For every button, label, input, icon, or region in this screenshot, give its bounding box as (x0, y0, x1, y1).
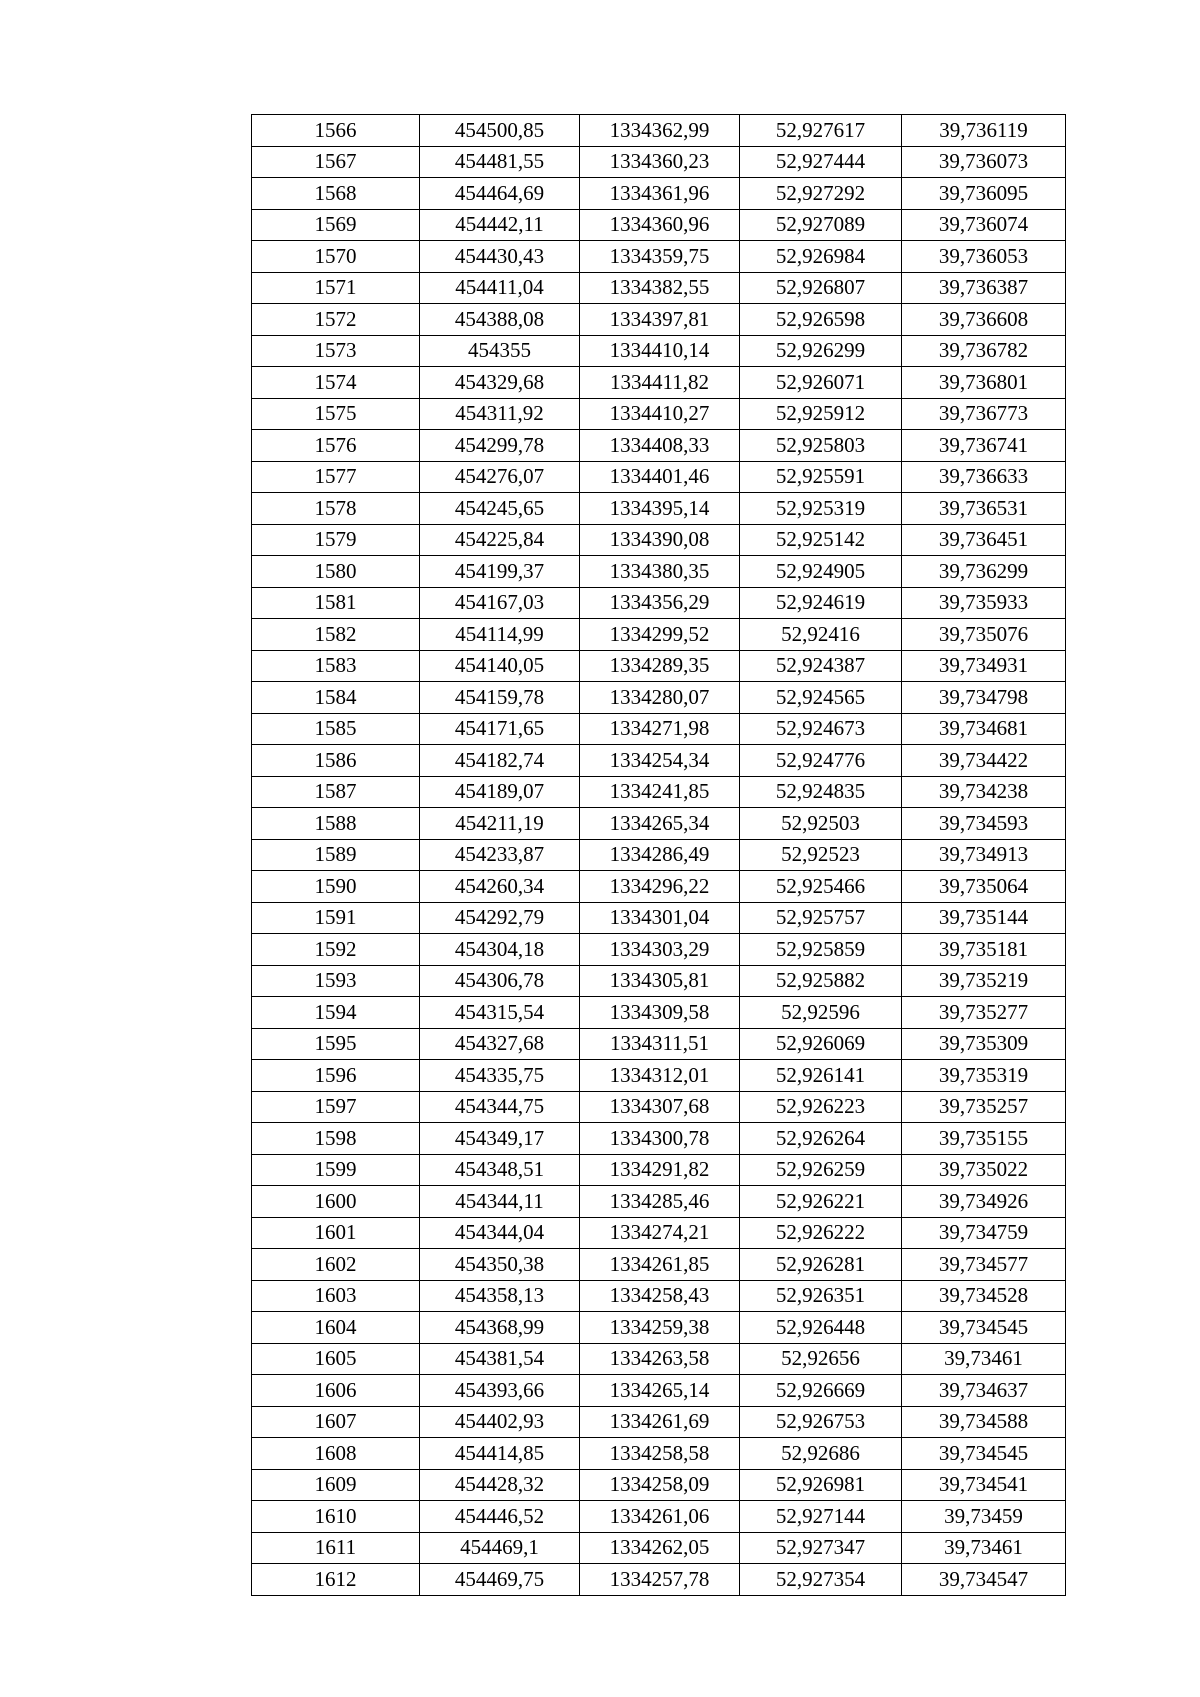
latitude-cell: 52,926598 (740, 304, 902, 336)
point-number-cell: 1587 (252, 776, 420, 808)
x-coordinate-cell: 454344,11 (420, 1186, 580, 1218)
longitude-cell: 39,736119 (902, 115, 1066, 147)
point-number-cell: 1573 (252, 335, 420, 367)
table-row (252, 1091, 1066, 1123)
table-row (252, 493, 1066, 525)
longitude-cell: 39,734238 (902, 776, 1066, 808)
point-number-cell: 1574 (252, 367, 420, 399)
table-row (252, 241, 1066, 273)
point-number-cell: 1598 (252, 1123, 420, 1155)
x-coordinate-cell: 454348,51 (420, 1154, 580, 1186)
table-row (252, 1123, 1066, 1155)
longitude-cell: 39,734528 (902, 1280, 1066, 1312)
longitude-cell: 39,734681 (902, 713, 1066, 745)
latitude-cell: 52,926984 (740, 241, 902, 273)
x-coordinate-cell: 454393,66 (420, 1375, 580, 1407)
table-row (252, 1312, 1066, 1344)
y-coordinate-cell: 1334263,58 (580, 1343, 740, 1375)
x-coordinate-cell: 454428,32 (420, 1469, 580, 1501)
longitude-cell: 39,73461 (902, 1343, 1066, 1375)
point-number-cell: 1594 (252, 997, 420, 1029)
latitude-cell: 52,927354 (740, 1564, 902, 1596)
table-row (252, 1028, 1066, 1060)
table-row (252, 1060, 1066, 1092)
point-number-cell: 1579 (252, 524, 420, 556)
point-number-cell: 1585 (252, 713, 420, 745)
longitude-cell: 39,734541 (902, 1469, 1066, 1501)
y-coordinate-cell: 1334258,58 (580, 1438, 740, 1470)
latitude-cell: 52,926351 (740, 1280, 902, 1312)
longitude-cell: 39,734913 (902, 839, 1066, 871)
table-row (252, 997, 1066, 1029)
longitude-cell: 39,736608 (902, 304, 1066, 336)
longitude-cell: 39,734577 (902, 1249, 1066, 1281)
x-coordinate-cell: 454442,11 (420, 209, 580, 241)
longitude-cell: 39,736773 (902, 398, 1066, 430)
longitude-cell: 39,734588 (902, 1406, 1066, 1438)
longitude-cell: 39,736531 (902, 493, 1066, 525)
point-number-cell: 1572 (252, 304, 420, 336)
latitude-cell: 52,925591 (740, 461, 902, 493)
table-row (252, 1280, 1066, 1312)
longitude-cell: 39,735181 (902, 934, 1066, 966)
longitude-cell: 39,736095 (902, 178, 1066, 210)
x-coordinate-cell: 454481,55 (420, 146, 580, 178)
y-coordinate-cell: 1334312,01 (580, 1060, 740, 1092)
longitude-cell: 39,735155 (902, 1123, 1066, 1155)
table-row (252, 1564, 1066, 1596)
y-coordinate-cell: 1334307,68 (580, 1091, 740, 1123)
longitude-cell: 39,736073 (902, 146, 1066, 178)
y-coordinate-cell: 1334359,75 (580, 241, 740, 273)
latitude-cell: 52,92686 (740, 1438, 902, 1470)
latitude-cell: 52,926222 (740, 1217, 902, 1249)
longitude-cell: 39,735144 (902, 902, 1066, 934)
latitude-cell: 52,927347 (740, 1532, 902, 1564)
x-coordinate-cell: 454315,54 (420, 997, 580, 1029)
table-row (252, 272, 1066, 304)
table-row (252, 1375, 1066, 1407)
table-row (252, 1501, 1066, 1533)
longitude-cell: 39,735022 (902, 1154, 1066, 1186)
table-row (252, 524, 1066, 556)
y-coordinate-cell: 1334401,46 (580, 461, 740, 493)
latitude-cell: 52,926753 (740, 1406, 902, 1438)
coordinates-table (251, 114, 1066, 1596)
latitude-cell: 52,926221 (740, 1186, 902, 1218)
y-coordinate-cell: 1334390,08 (580, 524, 740, 556)
x-coordinate-cell: 454344,04 (420, 1217, 580, 1249)
table-row (252, 367, 1066, 399)
x-coordinate-cell: 454260,34 (420, 871, 580, 903)
point-number-cell: 1589 (252, 839, 420, 871)
latitude-cell: 52,924905 (740, 556, 902, 588)
point-number-cell: 1603 (252, 1280, 420, 1312)
x-coordinate-cell: 454304,18 (420, 934, 580, 966)
latitude-cell: 52,925912 (740, 398, 902, 430)
y-coordinate-cell: 1334303,29 (580, 934, 740, 966)
longitude-cell: 39,736741 (902, 430, 1066, 462)
x-coordinate-cell: 454381,54 (420, 1343, 580, 1375)
y-coordinate-cell: 1334410,14 (580, 335, 740, 367)
x-coordinate-cell: 454171,65 (420, 713, 580, 745)
point-number-cell: 1604 (252, 1312, 420, 1344)
point-number-cell: 1592 (252, 934, 420, 966)
point-number-cell: 1586 (252, 745, 420, 777)
x-coordinate-cell: 454299,78 (420, 430, 580, 462)
y-coordinate-cell: 1334258,09 (580, 1469, 740, 1501)
longitude-cell: 39,735219 (902, 965, 1066, 997)
latitude-cell: 52,926071 (740, 367, 902, 399)
longitude-cell: 39,736782 (902, 335, 1066, 367)
x-coordinate-cell: 454500,85 (420, 115, 580, 147)
longitude-cell: 39,734798 (902, 682, 1066, 714)
y-coordinate-cell: 1334301,04 (580, 902, 740, 934)
longitude-cell: 39,735319 (902, 1060, 1066, 1092)
x-coordinate-cell: 454469,1 (420, 1532, 580, 1564)
point-number-cell: 1601 (252, 1217, 420, 1249)
latitude-cell: 52,927144 (740, 1501, 902, 1533)
latitude-cell: 52,92656 (740, 1343, 902, 1375)
point-number-cell: 1602 (252, 1249, 420, 1281)
longitude-cell: 39,736074 (902, 209, 1066, 241)
table-row (252, 209, 1066, 241)
table-row (252, 1406, 1066, 1438)
table-row (252, 650, 1066, 682)
x-coordinate-cell: 454349,17 (420, 1123, 580, 1155)
x-coordinate-cell: 454446,52 (420, 1501, 580, 1533)
x-coordinate-cell: 454414,85 (420, 1438, 580, 1470)
x-coordinate-cell: 454355 (420, 335, 580, 367)
y-coordinate-cell: 1334261,85 (580, 1249, 740, 1281)
latitude-cell: 52,924776 (740, 745, 902, 777)
x-coordinate-cell: 454114,99 (420, 619, 580, 651)
table-row (252, 776, 1066, 808)
x-coordinate-cell: 454388,08 (420, 304, 580, 336)
point-number-cell: 1567 (252, 146, 420, 178)
point-number-cell: 1595 (252, 1028, 420, 1060)
x-coordinate-cell: 454411,04 (420, 272, 580, 304)
y-coordinate-cell: 1334361,96 (580, 178, 740, 210)
y-coordinate-cell: 1334241,85 (580, 776, 740, 808)
y-coordinate-cell: 1334300,78 (580, 1123, 740, 1155)
latitude-cell: 52,926669 (740, 1375, 902, 1407)
latitude-cell: 52,925859 (740, 934, 902, 966)
x-coordinate-cell: 454311,92 (420, 398, 580, 430)
table-row (252, 1343, 1066, 1375)
y-coordinate-cell: 1334254,34 (580, 745, 740, 777)
y-coordinate-cell: 1334408,33 (580, 430, 740, 462)
point-number-cell: 1605 (252, 1343, 420, 1375)
longitude-cell: 39,735277 (902, 997, 1066, 1029)
table-row (252, 587, 1066, 619)
x-coordinate-cell: 454464,69 (420, 178, 580, 210)
longitude-cell: 39,734547 (902, 1564, 1066, 1596)
longitude-cell: 39,734637 (902, 1375, 1066, 1407)
longitude-cell: 39,735933 (902, 587, 1066, 619)
point-number-cell: 1596 (252, 1060, 420, 1092)
point-number-cell: 1575 (252, 398, 420, 430)
y-coordinate-cell: 1334261,06 (580, 1501, 740, 1533)
latitude-cell: 52,925319 (740, 493, 902, 525)
point-number-cell: 1591 (252, 902, 420, 934)
x-coordinate-cell: 454368,99 (420, 1312, 580, 1344)
longitude-cell: 39,73461 (902, 1532, 1066, 1564)
y-coordinate-cell: 1334259,38 (580, 1312, 740, 1344)
latitude-cell: 52,92596 (740, 997, 902, 1029)
x-coordinate-cell: 454358,13 (420, 1280, 580, 1312)
y-coordinate-cell: 1334395,14 (580, 493, 740, 525)
point-number-cell: 1583 (252, 650, 420, 682)
table-row (252, 965, 1066, 997)
longitude-cell: 39,736053 (902, 241, 1066, 273)
latitude-cell: 52,926223 (740, 1091, 902, 1123)
longitude-cell: 39,734926 (902, 1186, 1066, 1218)
point-number-cell: 1568 (252, 178, 420, 210)
table-row (252, 304, 1066, 336)
longitude-cell: 39,736801 (902, 367, 1066, 399)
table-row (252, 146, 1066, 178)
x-coordinate-cell: 454182,74 (420, 745, 580, 777)
point-number-cell: 1600 (252, 1186, 420, 1218)
longitude-cell: 39,735257 (902, 1091, 1066, 1123)
y-coordinate-cell: 1334309,58 (580, 997, 740, 1029)
point-number-cell: 1584 (252, 682, 420, 714)
table-row (252, 1532, 1066, 1564)
table-row (252, 1217, 1066, 1249)
latitude-cell: 52,925757 (740, 902, 902, 934)
x-coordinate-cell: 454189,07 (420, 776, 580, 808)
point-number-cell: 1577 (252, 461, 420, 493)
x-coordinate-cell: 454306,78 (420, 965, 580, 997)
point-number-cell: 1576 (252, 430, 420, 462)
table-row (252, 461, 1066, 493)
point-number-cell: 1597 (252, 1091, 420, 1123)
y-coordinate-cell: 1334296,22 (580, 871, 740, 903)
table-row (252, 115, 1066, 147)
point-number-cell: 1610 (252, 1501, 420, 1533)
latitude-cell: 52,925466 (740, 871, 902, 903)
table-row (252, 871, 1066, 903)
y-coordinate-cell: 1334262,05 (580, 1532, 740, 1564)
y-coordinate-cell: 1334360,23 (580, 146, 740, 178)
longitude-cell: 39,734759 (902, 1217, 1066, 1249)
y-coordinate-cell: 1334299,52 (580, 619, 740, 651)
latitude-cell: 52,924565 (740, 682, 902, 714)
point-number-cell: 1570 (252, 241, 420, 273)
longitude-cell: 39,734931 (902, 650, 1066, 682)
table-row (252, 1186, 1066, 1218)
x-coordinate-cell: 454350,38 (420, 1249, 580, 1281)
y-coordinate-cell: 1334280,07 (580, 682, 740, 714)
table-row (252, 745, 1066, 777)
point-number-cell: 1590 (252, 871, 420, 903)
point-number-cell: 1582 (252, 619, 420, 651)
longitude-cell: 39,734593 (902, 808, 1066, 840)
y-coordinate-cell: 1334289,35 (580, 650, 740, 682)
y-coordinate-cell: 1334411,82 (580, 367, 740, 399)
point-number-cell: 1569 (252, 209, 420, 241)
y-coordinate-cell: 1334271,98 (580, 713, 740, 745)
x-coordinate-cell: 454199,37 (420, 556, 580, 588)
table-row (252, 839, 1066, 871)
latitude-cell: 52,925882 (740, 965, 902, 997)
table-row (252, 808, 1066, 840)
table-row (252, 1438, 1066, 1470)
longitude-cell: 39,736387 (902, 272, 1066, 304)
x-coordinate-cell: 454245,65 (420, 493, 580, 525)
y-coordinate-cell: 1334410,27 (580, 398, 740, 430)
longitude-cell: 39,736451 (902, 524, 1066, 556)
table-row (252, 682, 1066, 714)
x-coordinate-cell: 454402,93 (420, 1406, 580, 1438)
x-coordinate-cell: 454225,84 (420, 524, 580, 556)
x-coordinate-cell: 454167,03 (420, 587, 580, 619)
y-coordinate-cell: 1334265,34 (580, 808, 740, 840)
latitude-cell: 52,92523 (740, 839, 902, 871)
x-coordinate-cell: 454327,68 (420, 1028, 580, 1060)
y-coordinate-cell: 1334291,82 (580, 1154, 740, 1186)
latitude-cell: 52,926069 (740, 1028, 902, 1060)
table-row (252, 713, 1066, 745)
latitude-cell: 52,927089 (740, 209, 902, 241)
y-coordinate-cell: 1334362,99 (580, 115, 740, 147)
x-coordinate-cell: 454211,19 (420, 808, 580, 840)
y-coordinate-cell: 1334258,43 (580, 1280, 740, 1312)
latitude-cell: 52,924387 (740, 650, 902, 682)
y-coordinate-cell: 1334356,29 (580, 587, 740, 619)
latitude-cell: 52,924619 (740, 587, 902, 619)
table-row (252, 1469, 1066, 1501)
latitude-cell: 52,926141 (740, 1060, 902, 1092)
point-number-cell: 1571 (252, 272, 420, 304)
table-row (252, 934, 1066, 966)
y-coordinate-cell: 1334285,46 (580, 1186, 740, 1218)
x-coordinate-cell: 454335,75 (420, 1060, 580, 1092)
y-coordinate-cell: 1334265,14 (580, 1375, 740, 1407)
point-number-cell: 1593 (252, 965, 420, 997)
latitude-cell: 52,927617 (740, 115, 902, 147)
point-number-cell: 1588 (252, 808, 420, 840)
longitude-cell: 39,734545 (902, 1312, 1066, 1344)
latitude-cell: 52,924673 (740, 713, 902, 745)
x-coordinate-cell: 454344,75 (420, 1091, 580, 1123)
longitude-cell: 39,73459 (902, 1501, 1066, 1533)
coordinates-table-body (252, 115, 1066, 1596)
latitude-cell: 52,92503 (740, 808, 902, 840)
point-number-cell: 1611 (252, 1532, 420, 1564)
table-row (252, 430, 1066, 462)
latitude-cell: 52,926281 (740, 1249, 902, 1281)
y-coordinate-cell: 1334257,78 (580, 1564, 740, 1596)
longitude-cell: 39,734422 (902, 745, 1066, 777)
y-coordinate-cell: 1334360,96 (580, 209, 740, 241)
latitude-cell: 52,926299 (740, 335, 902, 367)
latitude-cell: 52,924835 (740, 776, 902, 808)
x-coordinate-cell: 454140,05 (420, 650, 580, 682)
table-row (252, 398, 1066, 430)
table-row (252, 178, 1066, 210)
longitude-cell: 39,736633 (902, 461, 1066, 493)
point-number-cell: 1607 (252, 1406, 420, 1438)
latitude-cell: 52,926981 (740, 1469, 902, 1501)
latitude-cell: 52,926807 (740, 272, 902, 304)
point-number-cell: 1599 (252, 1154, 420, 1186)
table-row (252, 1249, 1066, 1281)
point-number-cell: 1581 (252, 587, 420, 619)
point-number-cell: 1578 (252, 493, 420, 525)
point-number-cell: 1606 (252, 1375, 420, 1407)
y-coordinate-cell: 1334305,81 (580, 965, 740, 997)
latitude-cell: 52,925803 (740, 430, 902, 462)
latitude-cell: 52,927444 (740, 146, 902, 178)
x-coordinate-cell: 454469,75 (420, 1564, 580, 1596)
table-row (252, 619, 1066, 651)
latitude-cell: 52,92416 (740, 619, 902, 651)
x-coordinate-cell: 454329,68 (420, 367, 580, 399)
latitude-cell: 52,927292 (740, 178, 902, 210)
y-coordinate-cell: 1334286,49 (580, 839, 740, 871)
y-coordinate-cell: 1334397,81 (580, 304, 740, 336)
x-coordinate-cell: 454159,78 (420, 682, 580, 714)
point-number-cell: 1580 (252, 556, 420, 588)
table-row (252, 1154, 1066, 1186)
point-number-cell: 1609 (252, 1469, 420, 1501)
longitude-cell: 39,736299 (902, 556, 1066, 588)
y-coordinate-cell: 1334380,35 (580, 556, 740, 588)
latitude-cell: 52,925142 (740, 524, 902, 556)
y-coordinate-cell: 1334274,21 (580, 1217, 740, 1249)
y-coordinate-cell: 1334311,51 (580, 1028, 740, 1060)
point-number-cell: 1612 (252, 1564, 420, 1596)
table-row (252, 335, 1066, 367)
x-coordinate-cell: 454292,79 (420, 902, 580, 934)
latitude-cell: 52,926259 (740, 1154, 902, 1186)
longitude-cell: 39,735064 (902, 871, 1066, 903)
longitude-cell: 39,735309 (902, 1028, 1066, 1060)
x-coordinate-cell: 454233,87 (420, 839, 580, 871)
latitude-cell: 52,926264 (740, 1123, 902, 1155)
point-number-cell: 1608 (252, 1438, 420, 1470)
table-row (252, 556, 1066, 588)
latitude-cell: 52,926448 (740, 1312, 902, 1344)
y-coordinate-cell: 1334382,55 (580, 272, 740, 304)
y-coordinate-cell: 1334261,69 (580, 1406, 740, 1438)
x-coordinate-cell: 454430,43 (420, 241, 580, 273)
table-row (252, 902, 1066, 934)
longitude-cell: 39,735076 (902, 619, 1066, 651)
x-coordinate-cell: 454276,07 (420, 461, 580, 493)
longitude-cell: 39,734545 (902, 1438, 1066, 1470)
point-number-cell: 1566 (252, 115, 420, 147)
